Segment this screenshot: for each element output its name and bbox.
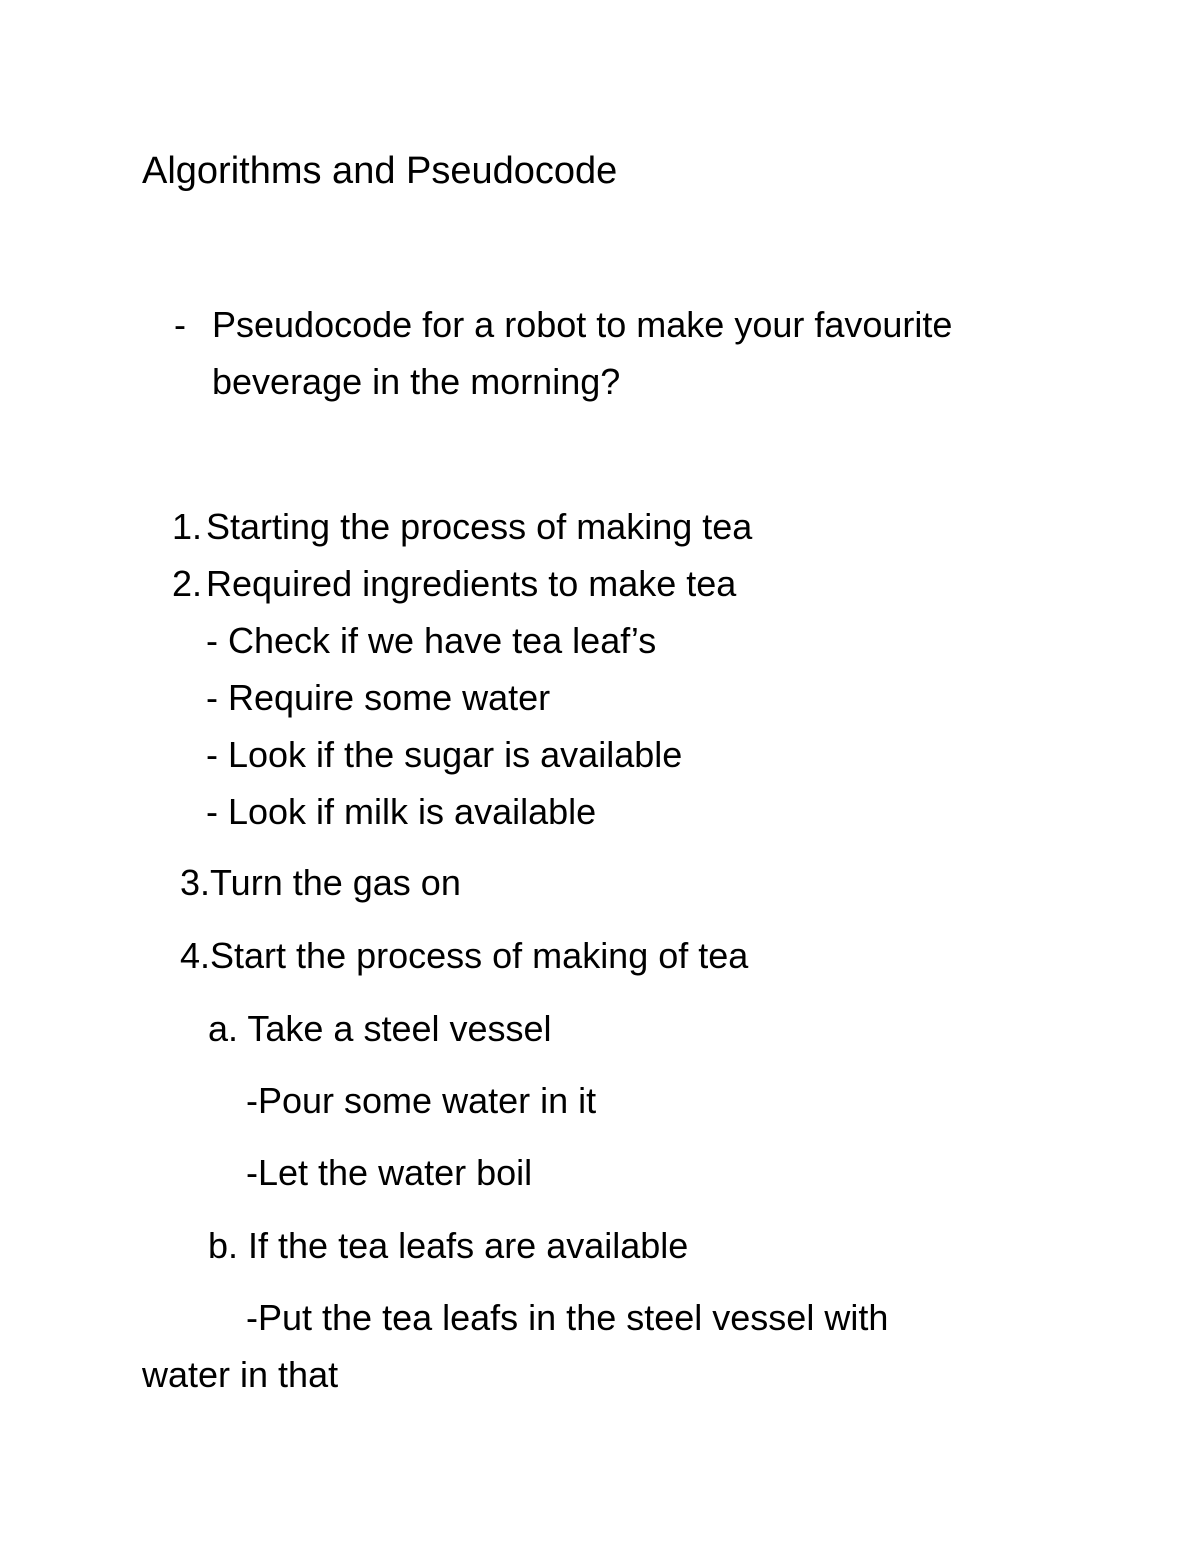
question-text-line-1: Pseudocode for a robot to make your favourite [212,304,953,345]
substep-a-item-pour-water: -Pour some water in it [246,1080,597,1121]
substep-b-item-line-1: -Put the tea leafs in the steel vessel with [246,1297,889,1338]
step-3-text: 3.Turn the gas on [180,862,461,903]
question-text-line-2: beverage in the morning? [212,361,621,402]
step-4-text: 4.Start the process of making of tea [180,935,749,976]
document-title: Algorithms and Pseudocode [142,150,618,192]
step-2-number: 2. [172,563,203,604]
step-1-number: 1. [172,506,203,547]
ingredient-check-tea-leaves: - Check if we have tea leaf’s [206,620,657,661]
step-1-text: Starting the process of making tea [206,506,753,547]
ingredient-check-milk: - Look if milk is available [206,791,597,832]
ingredient-check-water: - Require some water [206,677,551,718]
substep-a-item-boil-water: -Let the water boil [246,1152,533,1193]
ingredient-check-sugar: - Look if the sugar is available [206,734,683,775]
substep-b-item-line-2: water in that [142,1354,339,1395]
substep-a-label: a. Take a steel vessel [208,1008,552,1049]
substep-b-label: b. If the tea leafs are available [208,1225,689,1266]
question-bullet: - [174,304,186,345]
step-2-text: Required ingredients to make tea [206,563,737,604]
